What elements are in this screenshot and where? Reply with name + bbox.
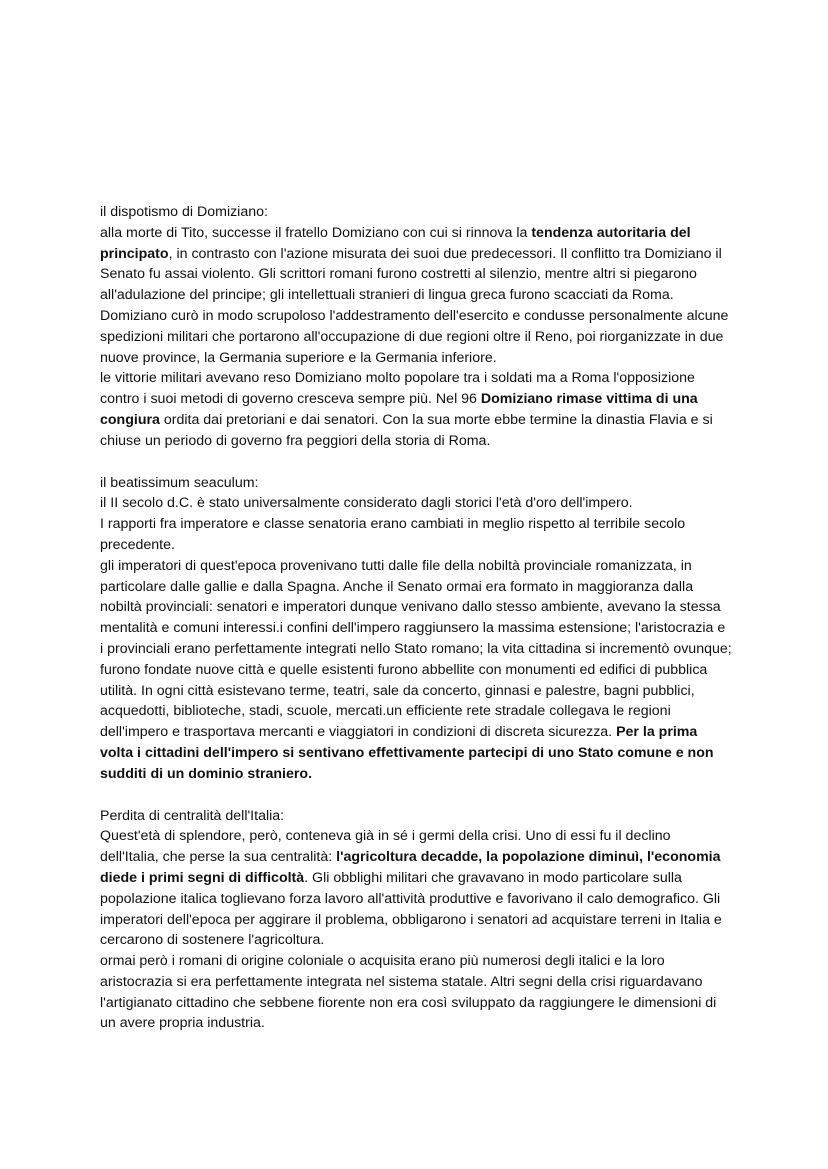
section-domiziano — [100, 202, 732, 452]
paragraph: le vittorie militari avevano reso Domiziano molto popolare tra i soldati ma a Roma l'opposizione contro i suoi metodi di governo cresceva sempre più. Nel 96 Domiziano rimase vittima di una congiura ordita dai pretoriani e dai senatori. Con la sua morte ebbe termine la dinastia Flavia e si chiuse un periodo di governo fra peggiori della storia di Roma. — [100, 370, 713, 449]
paragraph: Quest'età di splendore, però, conteneva già in sé i germi della crisi. Uno di essi fu il declino dell'Italia, che perse la sua centralità: l'agricoltura decadde, la popolazione diminuì, l'economia diede i primi segni di difficoltà. Gli obblighi militari che gravavano in modo particolare sulla popolazione italica toglievano forza lavoro all'attività produttive e favorivano il calo demografico. Gli imperatori dell'epoca per aggirare il problema, obbligarono i senatori ad acquistare terreni in Italia e cercarono di sostenere l'agricoltura. — [100, 828, 722, 949]
paragraph: alla morte di Tito, successe il fratello Domiziano con cui si rinnova la tendenza autoritaria del principato, in contrasto con l'azione misurata dei suoi due predecessori. Il conflitto tra Domiziano il Senato fu assai violento. Gli scrittori romani furono costretti al silenzio, mentre altri si piegarono all'adulazione del principe; gli intellettuali stranieri di lingua greca furono scacciati da Roma. Domiziano curò in modo scrupoloso l'addestramento dell'esercito e condusse personalmente alcune spedizioni militari che portarono all'occupazione di due regioni oltre il Reno, poi riorganizzate in due nuove province, la Germania superiore e la Germania inferiore. — [100, 224, 729, 366]
section-spacer — [100, 785, 732, 806]
section-spacer — [100, 452, 732, 473]
section-title: Perdita di centralità dell'Italia: — [100, 807, 285, 824]
paragraph: il II secolo d.C. è stato universalmente considerato dagli storici l'età d'oro dell'impero. — [100, 495, 633, 512]
section-title: il beatissimum seaculum: — [100, 474, 259, 491]
section-title: il dispotismo di Domiziano: — [100, 204, 268, 220]
document-body — [100, 202, 732, 1034]
paragraph: ormai però i romani di origine coloniale o acquisita erano più numerosi degli italici e la loro aristocrazia si era perfettamente integrata nel sistema statale. Altri segni della crisi riguardavano l'artigianato cittadino che sebbene fiorente non era così sviluppato da raggiungere le dimensioni di un avere propria industria. — [100, 953, 717, 1032]
section-italia — [100, 806, 732, 1035]
paragraph: I rapporti fra imperatore e classe senatoria erano cambiati in meglio rispetto al terribile secolo precedente. — [100, 516, 686, 553]
paragraph: gli imperatori di quest'epoca provenivano tutti dalle file della nobiltà provinciale romanizzata, in particolare dalle gallie e dalla Spagna. Anche il Senato ormai era formato in maggioranza dalla nobiltà provinciali: senatori e imperatori dunque venivano dallo stesso ambiente, avevano la stessa mentalità e comuni interessi.i confini dell'impero raggiunsero la massima estensione; l'aristocrazia e i provinciali erano perfettamente integrati nello Stato romano; la vita cittadina si incrementò ovunque; furono fondate nuove città e quelle esistenti furono abbellite con monumenti ed edifici di pubblica utilità. In ogni città esistevano terme, teatri, sale da concerto, ginnasi e palestre, bagni pubblici, acquedotti, biblioteche, stadi, scuole, mercati.un efficiente rete stradale collegava le regioni dell'impero e trasportava mercanti e viaggiatori in condizioni di discreta sicurezza. Per la prima volta i cittadini dell'impero si sentivano effettivamente partecipi di uno Stato comune e non sudditi di un dominio straniero. — [100, 557, 732, 782]
section-beatissimum — [100, 473, 732, 785]
